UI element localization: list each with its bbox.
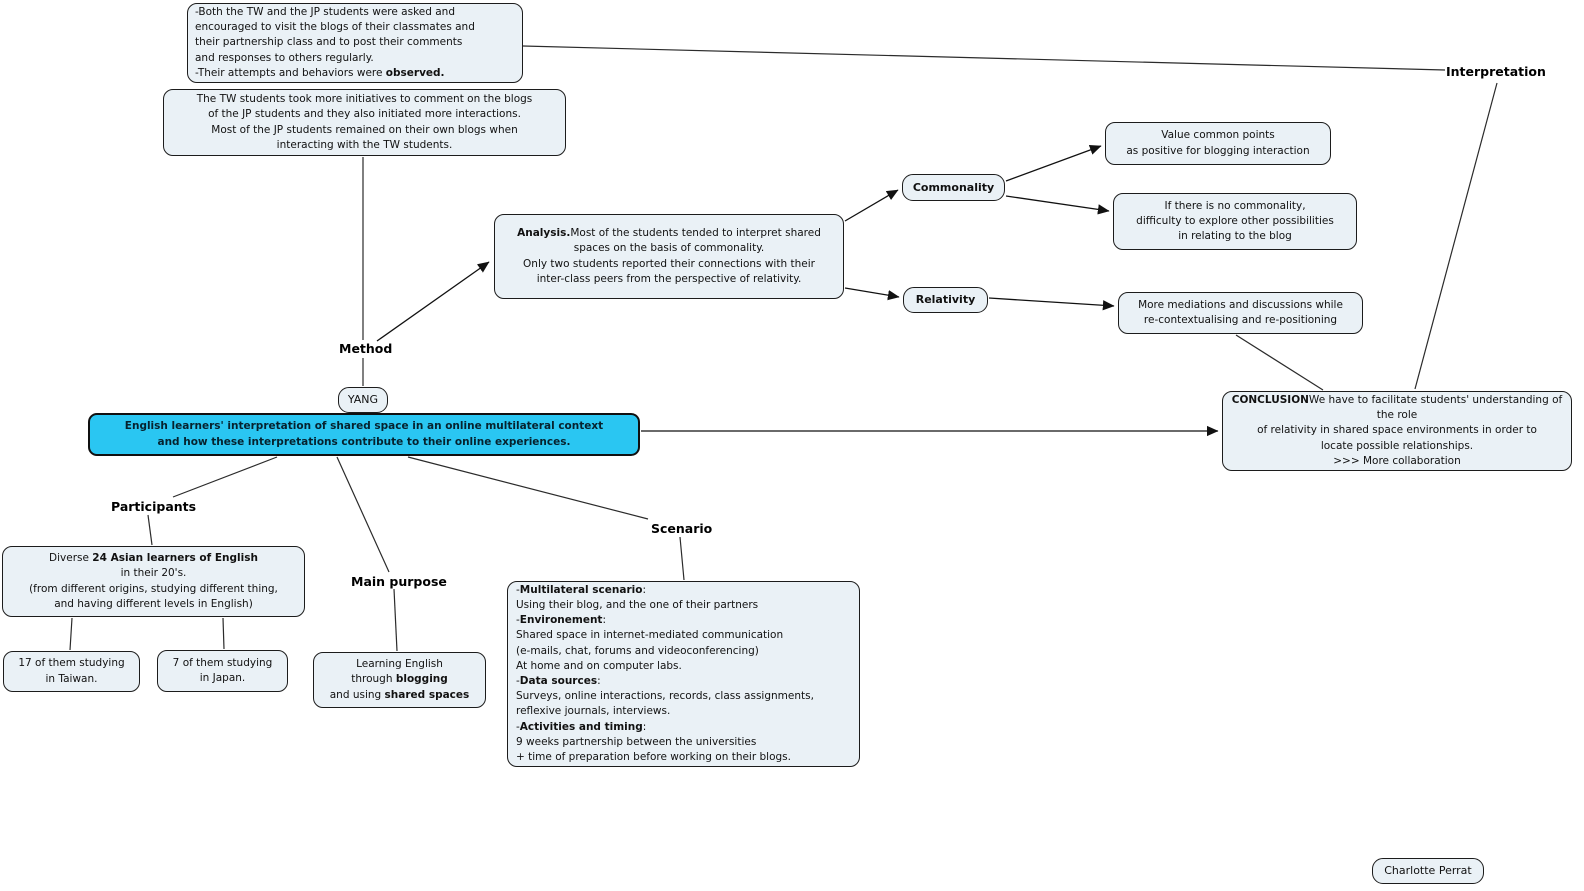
connector-participants-japan [223, 618, 224, 649]
participants-node[interactable] [2, 546, 305, 617]
scenario-heading-environment: Environement [519, 614, 603, 627]
learning-node[interactable] [313, 652, 486, 708]
conclusion-node[interactable] [1222, 391, 1572, 471]
research-question-text: English learners' interpretation of shared space in an online multilateral context and how these interpretations contribute to their online experiences. [124, 420, 604, 448]
learning-seg1: Learning English through [351, 658, 443, 686]
learning-bold-blogging: blogging [395, 673, 448, 686]
scenario-node[interactable] [507, 581, 860, 767]
scenario-text-3: : Surveys, online interactions, records, class assignments, reflexive journals, interviews. - [516, 675, 814, 733]
observations-text: -Both the TW and the JP students were asked and encouraged to visit the blogs of their classmates and their partnership class and to post their comments and responses to others regularly. -Their attempts and behaviors were [195, 5, 475, 79]
connector-mainpurpose-learning [394, 589, 397, 651]
scenario-text-4: : 9 weeks partnership between the universities + time of preparation before working on their blogs. [516, 720, 791, 764]
conclusion-text: We have to facilitate students' understanding of the role of relativity in shared space environments in order to locate possible relationships. >>> More collaboration [1257, 393, 1563, 467]
scenario-text-1: : Using their blog, and the one of their partners - [516, 583, 759, 627]
scenario-text-2: : Shared space in internet-mediated communication (e-mails, chat, forums and videoconferencing) At home and on computer labs. - [516, 614, 784, 687]
analysis-title: Analysis. [517, 227, 571, 240]
connector-participants-box [148, 515, 152, 545]
japan-text: 7 of them studying in Japan. [172, 656, 273, 684]
value-common-points-text: Value common points as positive for blogging interaction [1126, 129, 1310, 157]
connector-question-scenario [408, 457, 648, 519]
participants-label[interactable]: Participants [111, 499, 197, 514]
taiwan-text: 17 of them studying in Taiwan. [18, 657, 125, 685]
observed-behaviors-node[interactable] [187, 3, 523, 83]
method-label[interactable]: Method [339, 341, 393, 356]
scenario-heading-activities: Activities and timing [519, 720, 643, 733]
connector-question-participants [173, 457, 277, 497]
mediations-text: More mediations and discussions while re-contextualising and re-positioning [1138, 298, 1343, 326]
arrow-relativity-mediations [989, 298, 1114, 306]
arrow-method-analysis [377, 262, 489, 341]
connector-participants-taiwan [70, 618, 72, 650]
participants-rest: in their 20's. (from different origins, studying different thing, and having different levels in English) [29, 567, 278, 610]
connector-observations-interpretation [523, 46, 1445, 70]
tw-initiatives-text: The TW students took more initiatives to comment on the blogs of the JP students and they also initiated more interactions. Most of the JP students remained on their own blogs when interacting with the TW students. [196, 93, 533, 151]
connector-scenario-box [680, 537, 684, 580]
scenario-label[interactable]: Scenario [651, 521, 713, 536]
learning-bold-shared-spaces: shared spaces [384, 688, 470, 701]
connector-interpretation-conclusion [1415, 83, 1497, 389]
participants-prefix: Diverse [49, 552, 93, 565]
conclusion-title: CONCLUSION [1231, 393, 1309, 406]
participants-bold-text: 24 Asian learners of English [92, 552, 258, 565]
japan-node[interactable] [157, 650, 288, 692]
taiwan-node[interactable] [3, 651, 140, 692]
value-common-points-node[interactable] [1105, 122, 1331, 165]
interpretation-label[interactable]: Interpretation [1446, 64, 1546, 79]
commonality-node[interactable]: Commonality [902, 174, 1005, 201]
observations-bold-text: observed. [385, 66, 445, 79]
no-commonality-node[interactable] [1113, 193, 1357, 250]
arrow-commonality-nocommonality [1006, 196, 1109, 211]
arrow-analysis-relativity [845, 288, 899, 297]
tw-initiatives-node[interactable] [163, 89, 566, 156]
relativity-node[interactable]: Relativity [903, 287, 988, 313]
learning-seg2: and using [329, 688, 382, 701]
scenario-heading-data-sources: Data sources [519, 675, 598, 687]
yang-node[interactable]: YANG [338, 387, 388, 413]
arrow-commonality-value [1006, 146, 1101, 181]
connector-mediations-conclusion [1236, 335, 1323, 390]
analysis-node[interactable] [494, 214, 844, 299]
research-question-node[interactable] [88, 413, 640, 456]
connector-question-mainpurpose [337, 457, 389, 572]
scenario-heading-multilateral: Multilateral scenario [519, 583, 643, 596]
main-purpose-label[interactable]: Main purpose [351, 574, 447, 589]
author-node[interactable]: Charlotte Perrat [1372, 858, 1484, 884]
mediations-node[interactable] [1118, 292, 1363, 334]
analysis-text: Most of the students tended to interpret shared spaces on the basis of commonality. Only two students reported their connections with their inter-class peers from the perspective of relativity. [523, 227, 821, 285]
no-commonality-text: If there is no commonality, difficulty to explore other possibilities in relating to the blog [1136, 199, 1334, 243]
scenario-dash: - [516, 583, 520, 596]
arrow-analysis-commonality [845, 190, 898, 221]
